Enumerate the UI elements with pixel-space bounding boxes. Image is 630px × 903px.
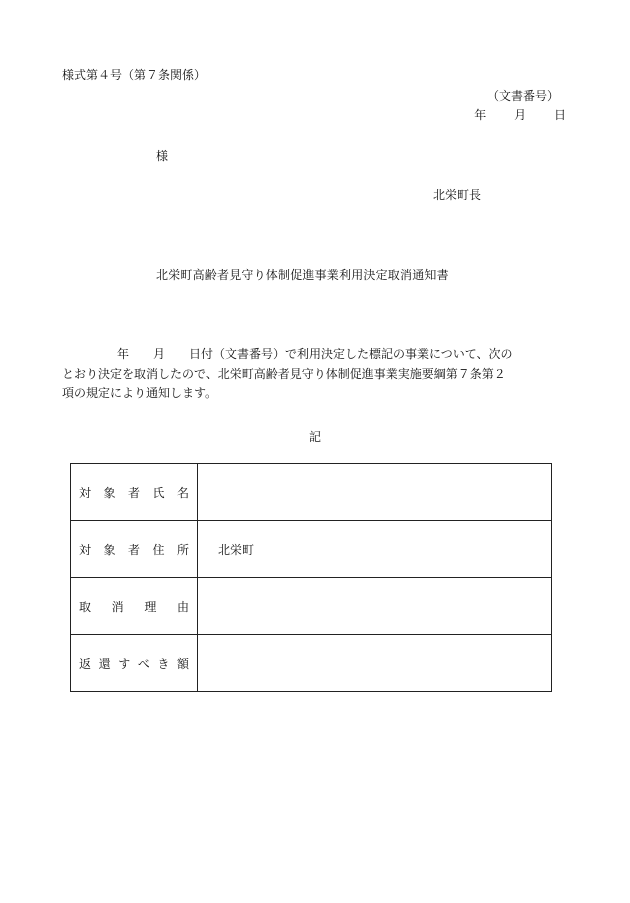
row-label-char: 理 (144, 599, 157, 614)
row-label (71, 484, 197, 501)
row-label-char: 消 (111, 599, 124, 614)
row-value[interactable] (198, 635, 552, 692)
addressee-honorific: 様 (156, 149, 169, 163)
row-label-char: 額 (176, 656, 189, 671)
date-year: 年 (474, 108, 487, 122)
form-number: 様式第４号（第７条関係） (62, 68, 207, 82)
row-value[interactable]: 北栄町 (198, 521, 552, 578)
row-label-char: 由 (176, 599, 189, 614)
row-label-cell (71, 464, 198, 521)
row-label-char: 名 (176, 485, 189, 500)
row-label-char: き (157, 656, 170, 671)
row-label-char: 還 (98, 656, 111, 671)
body-line-2: とおり決定を取消したので、北栄町高齢者見守り体制促進事業実施要綱第７条第２ (62, 366, 506, 381)
table-row (71, 578, 552, 635)
table-row (71, 464, 552, 521)
row-label (71, 655, 197, 672)
row-label (71, 541, 197, 558)
document-number: （文書番号） (486, 89, 559, 103)
row-label-char: 氏 (152, 485, 165, 500)
info-table (70, 463, 552, 692)
row-label-char: 象 (103, 485, 116, 500)
document-title: 北栄町高齢者見守り体制促進事業利用決定取消通知書 (156, 268, 449, 282)
row-label-char: 所 (176, 542, 189, 557)
row-value[interactable] (198, 464, 552, 521)
row-value[interactable] (198, 578, 552, 635)
row-label-char: 返 (79, 656, 92, 671)
date-day: 日 (553, 108, 566, 122)
record-label: 記 (309, 430, 322, 444)
sender-name: 北栄町長 (433, 188, 482, 202)
row-label-cell (71, 521, 198, 578)
row-label (71, 598, 197, 615)
row-label-char: 対 (79, 542, 92, 557)
body-text (62, 345, 562, 404)
date-line (474, 106, 566, 123)
row-label-char: 者 (127, 542, 140, 557)
row-label-char: 者 (127, 485, 140, 500)
row-label-char: 住 (152, 542, 165, 557)
table-row (71, 635, 552, 692)
body-line-3: 項の規定により通知します。 (62, 386, 218, 400)
row-label-char: す (118, 656, 131, 671)
row-label-char: 象 (103, 542, 116, 557)
row-label-char: 取 (79, 599, 92, 614)
table-row (71, 521, 552, 578)
body-line-1: 年 月 日付（文書番号）で利用決定した標記の事業について、次の (117, 347, 513, 361)
date-month: 月 (514, 108, 527, 122)
row-label-cell (71, 578, 198, 635)
row-label-char: べ (137, 656, 150, 671)
row-label-char: 対 (79, 485, 92, 500)
row-label-cell (71, 635, 198, 692)
